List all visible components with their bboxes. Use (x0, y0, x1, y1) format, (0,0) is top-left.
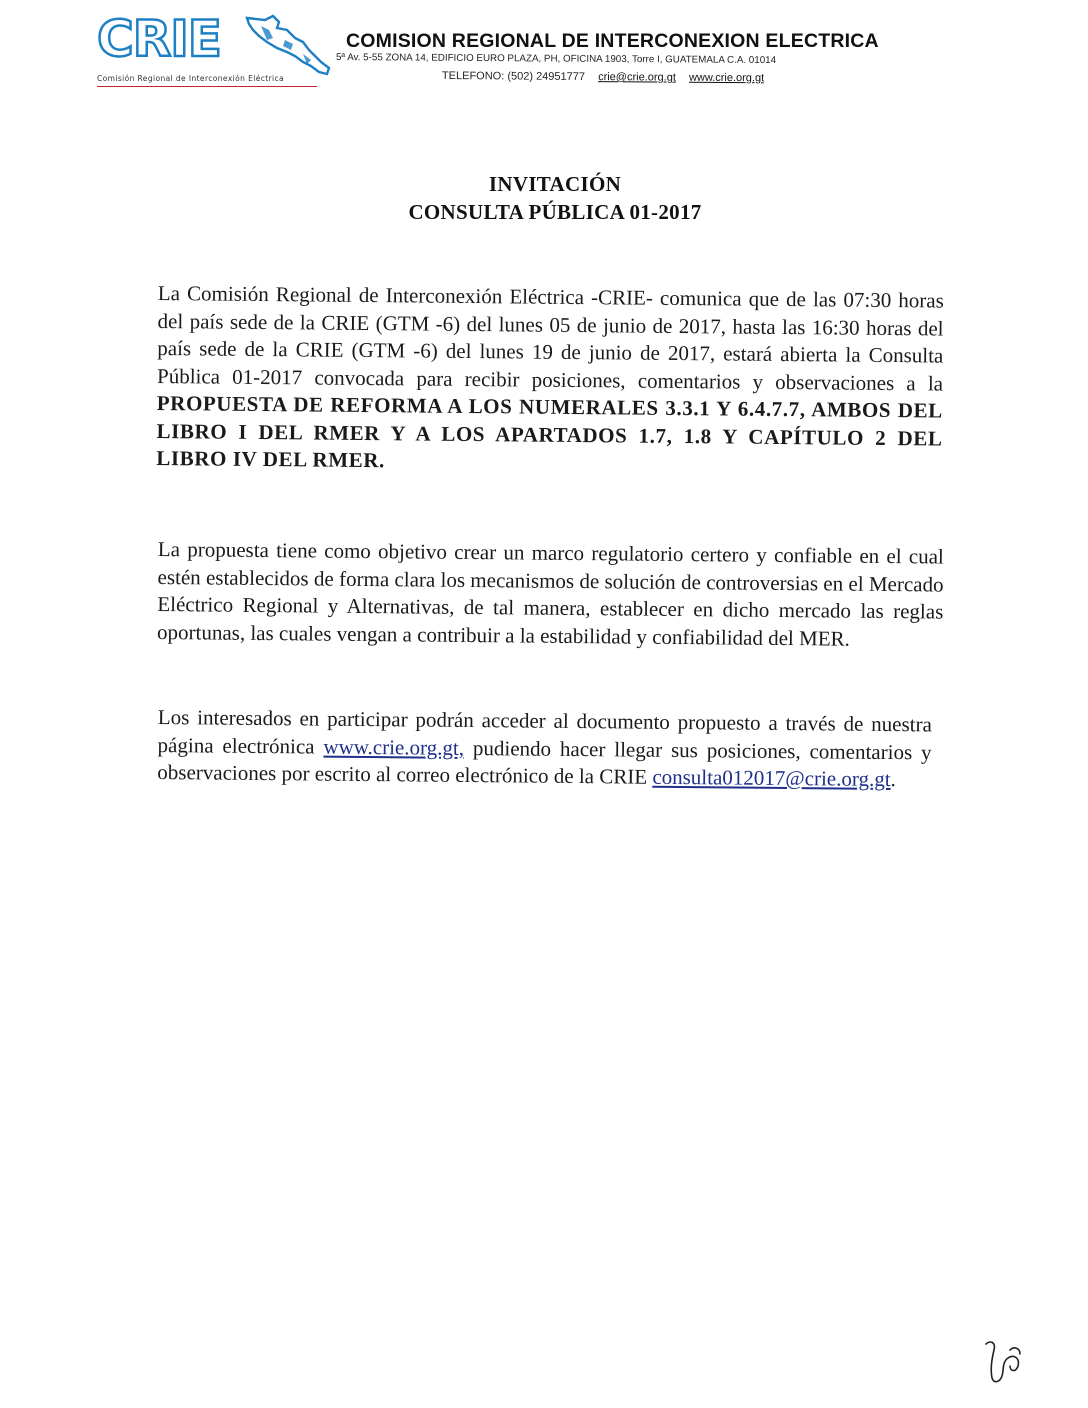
logo-subtitle: Comisión Regional de Interconexión Eléctrica (97, 74, 285, 83)
organization-address: 5ª Av. 5-55 ZONA 14, EDIFICIO EURO PLAZA, PH, OFICINA 1903, Torre I, GUATEMALA C.A. 01014 (335, 52, 777, 67)
organization-contact (442, 70, 764, 84)
proposal-title: PROPUESTA DE REFORMA A LOS NUMERALES 3.3.1 Y 6.4.7.7, AMBOS DEL LIBRO I DEL RMER Y A LOS APARTADOS 1.7, 1.8 Y CAPÍTULO 2 DEL LIBRO IV DEL RMER. (156, 390, 943, 473)
participation-text: Los interesados en participar podrán acceder al documento propuesto a través de nuestra página electrónica (157, 704, 932, 759)
logo-rule (97, 86, 317, 87)
document-subtitle: CONSULTA PÚBLICA 01-2017 (408, 200, 702, 224)
paragraph-participation (157, 704, 932, 794)
header-email-link[interactable]: crie@crie.org.gt (598, 71, 676, 84)
objective-text: La propuesta tiene como objetivo crear un marco regulatorio certero y confiable en el cual estén establecidos de forma clara los mecanismos de solución de controversias en el Mercado Eléctrico Regional y Alternativas, de tal manera, establecer en dicho mercado las reglas oportunas, las cuales vengan a contribuir a la estabilidad y confiabilidad del MER. (156, 536, 944, 651)
paragraph-announcement (156, 280, 944, 480)
paragraph-objective (157, 536, 944, 654)
logo-text: CRIE (97, 10, 221, 68)
header-website-link[interactable]: www.crie.org.gt (688, 71, 765, 85)
handwritten-initials-icon (980, 1338, 1026, 1386)
website-link[interactable]: www.crie.org.gt, (323, 734, 465, 760)
crie-logo (95, 10, 335, 92)
central-america-map-icon (243, 12, 333, 82)
phone-number: TELEFONO: (502) 24951777 (441, 70, 586, 83)
participation-text-end: . (890, 767, 896, 792)
document-title: INVITACIÓN (488, 172, 622, 196)
consultation-email-link[interactable]: consulta012017@crie.org.gt (652, 764, 891, 792)
announcement-text: La Comisión Regional de Interconexión Eléctrica -CRIE- comunica que de las 07:30 horas del país sede de la CRIE (GTM -6) del lunes 05 de junio de 2017, hasta las 16:30 horas del país sede de la CRIE (GTM -6) del lunes 19 de junio de 2017, estará abierta la Consulta Pública 01-2017 convocada para recibir posiciones, comentarios y observaciones a la (156, 280, 944, 396)
participation-text-middle: pudiendo hacer llegar sus posiciones, comentarios y observaciones por escrito al correo electrónico de la CRIE (157, 735, 932, 789)
organization-name: COMISION REGIONAL DE INTERCONEXION ELECTRICA (346, 30, 879, 52)
